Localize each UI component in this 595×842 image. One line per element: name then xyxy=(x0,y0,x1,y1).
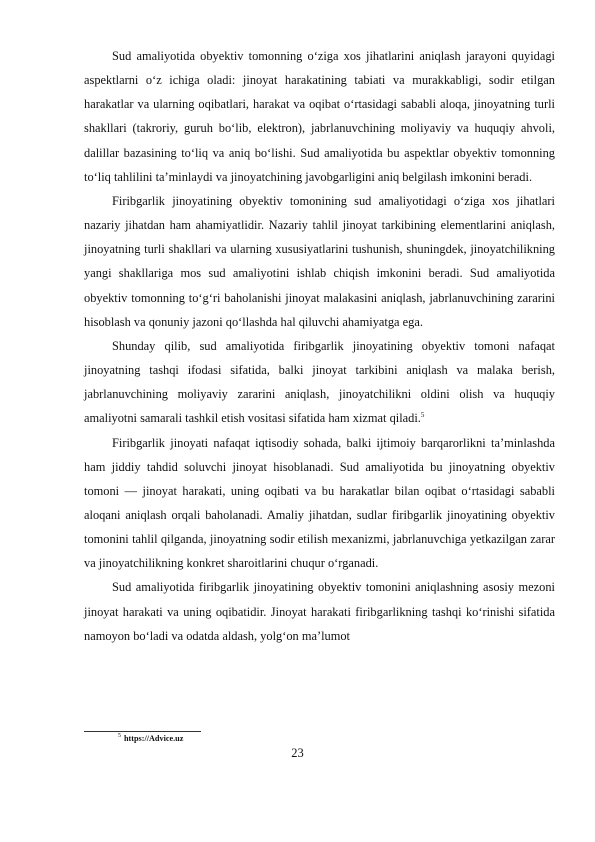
body-text xyxy=(84,44,555,648)
footnote-link[interactable]: https://Advice.uz xyxy=(124,734,184,743)
paragraph-3-text: Shunday qilib, sud amaliyotida firibgarlik jinoyatining obyektiv tomoni nafaqat jinoyatning tashqi ifodasi sifatida, balki jinoyat tarkibini aniqlash va malaka berish, jabrlanuvchining moliyaviy zararini aniqlash, jinoyatchilikni oldini olish va huquqiy amaliyotni samarali tashkil etish vositasi sifatida ham xizmat qiladi. xyxy=(84,338,555,426)
page-number: 23 xyxy=(291,746,304,760)
footnote-number: 5 xyxy=(118,733,121,740)
footnote xyxy=(118,733,183,745)
paragraph-4 xyxy=(84,431,555,576)
paragraph-1 xyxy=(84,44,555,189)
footnote-separator xyxy=(84,731,201,732)
footnote-reference[interactable]: 5 xyxy=(420,411,425,420)
paragraph-2-text: Firibgarlik jinoyatining obyektiv tomonining sud amaliyotidagi o‘ziga xos jihatlari nazariy jihatdan ham ahamiyatlidir. Nazariy tahlil jinoyat tarkibining elementlarini aniqlash, jinoyatning turli shakllari va ularning xususiyatlarini tushunish, shuningdek, jinoyatchilikning yangi shakllariga mos sud amaliyotini ishlab chiqish imkonini beradi. Sud amaliyotida obyektiv tomonning to‘g‘ri baholanishi jinoyat malakasini aniqlash, jabrlanuvchining zararini hisoblash va qonuniy jazoni qo‘llashda hal qiluvchi ahamiyatga ega. xyxy=(84,193,555,329)
paragraph-5 xyxy=(84,575,555,647)
paragraph-5-text: Sud amaliyotida firibgarlik jinoyatining obyektiv tomonini aniqlashning asosiy mezoni jinoyat harakati va uning oqibatidir. Jinoyat harakati firibgarlikning tashqi ko‘rinishi sifatida namoyon bo‘ladi va odatda aldash, yolg‘on ma’lumot xyxy=(84,580,555,643)
paragraph-1-text: Sud amaliyotida obyektiv tomonning o‘ziga xos jihatlarini aniqlash jarayoni quyidagi aspektlarni o‘z ichiga oladi: jinoyat harakatining tabiati va murakkabligi, sodir etilgan harakatlar va ularning oqibatlari, harakat va oqibat o‘rtasidagi sababli aloqa, jinoyatning turli shakllari (takroriy, guruh bo‘lib, elektron), jabrlanuvchining moliyaviy va huquqiy ahvoli, dalillar bazasining to‘liq va aniq bo‘lishi. Sud amaliyotida bu aspektlar obyektiv tomonning to‘liq tahlilini ta’minlaydi va jinoyatchining javobgarligini aniq belgilash imkonini beradi. xyxy=(84,49,555,184)
paragraph-3 xyxy=(84,334,555,431)
paragraph-2 xyxy=(84,189,555,334)
paragraph-4-text: Firibgarlik jinoyati nafaqat iqtisodiy sohada, balki ijtimoiy barqarorlikni ta’minlashda ham jiddiy tahdid soluvchi jinoyat hisoblanadi. Sud amaliyotida bu jinoyatning obyektiv tomoni — jinoyat harakati, uning oqibati va bu harakatlar bilan oqibat o‘rtasidagi sababli aloqani aniqlash orqali baholanadi. Amaliy jihatdan, sudlar firibgarlik jinoyatining obyektiv tomonini tahlil qilganda, jinoyatning sodir etilish mexanizmi, jabrlanuvchiga yetkazilgan zarar va jinoyatchilikning konkret sharoitlarini chuqur o‘rganadi. xyxy=(84,435,555,571)
